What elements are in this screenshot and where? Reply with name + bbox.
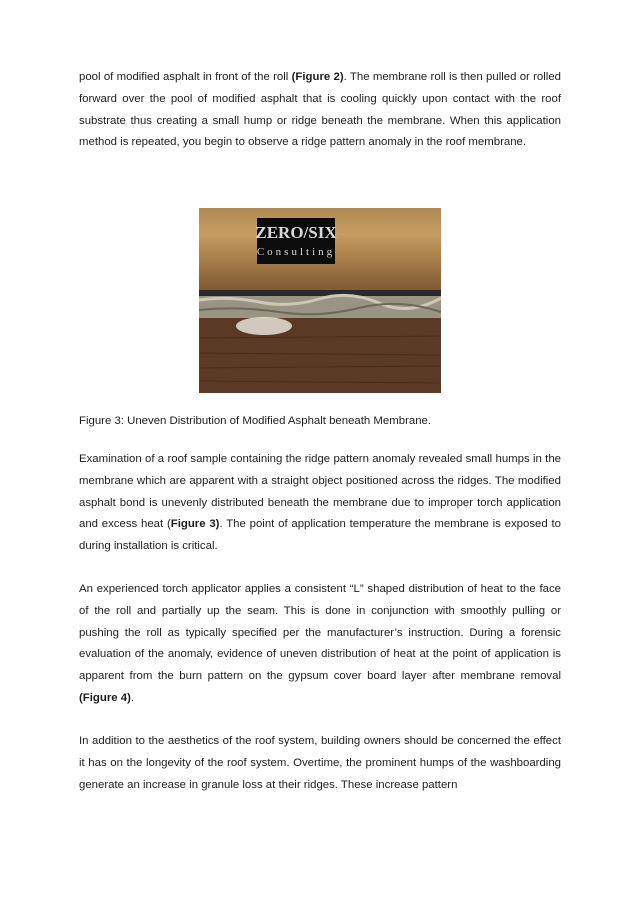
p1-text-after: . The membrane roll is then pulled or rolled forward over the pool of modified asphalt that is cooling quickly upon contact with the roof substrate thus creating a small hump or ridge beneath the membrane. When this application method is repeated, you begin to observe a ridge pattern anomaly in the roof membrane. bbox=[79, 71, 561, 149]
light-glare bbox=[236, 317, 292, 335]
paragraph-4: In addition to the aesthetics of the roof system, building owners should be concerned the effect it has on the longevity of the roof system. Overtime, the prominent humps of the washboarding generate an increase in granule loss at their ridges. These increase pattern bbox=[79, 735, 561, 791]
p4-text-before: Examination of a roof sample containing the ridge pattern anomaly revealed small humps in the membrane which are apparent with a straight object positioned across the ridges. The modified asphalt bond is unevenly distributed beneath the membrane due to improper torch application and excess heat ( bbox=[79, 453, 561, 531]
p1-text-before: pool of modified asphalt in front of the roll bbox=[79, 71, 292, 83]
figure-3-photo bbox=[199, 208, 441, 393]
p5-figure-ref: (Figure 4) bbox=[79, 691, 131, 704]
straight-edge bbox=[199, 290, 441, 296]
p4-text-after: . The point of application temperature the membrane is exposed to during installation is critical. bbox=[79, 518, 561, 553]
p5-text-after: . bbox=[130, 691, 135, 704]
figure-3-caption: Figure 3: Uneven Distribution of Modified Asphalt beneath Membrane. bbox=[79, 415, 432, 427]
paragraph-2 bbox=[79, 449, 561, 558]
paragraph-1 bbox=[79, 67, 561, 154]
membrane-sample-illustration bbox=[199, 208, 441, 393]
p1-figure-ref: (Figure 2) bbox=[291, 71, 344, 83]
p4-figure-ref: Figure 3) bbox=[170, 518, 220, 531]
logo-line-1: ZERO/SIX bbox=[255, 223, 337, 242]
logo-line-2: Consulting bbox=[256, 246, 336, 258]
paragraph-3 bbox=[79, 579, 561, 710]
p5-text-before: An experienced torch applicator applies a consistent “L” shaped distribution of heat to the face of the roll and partially up the seam. This is done in conjunction with smoothly pulling or pushing the roll as typically specified per the manufacturer’s instruction. During a forensic evaluation of the anomaly, evidence of uneven distribution of heat at the point of application is apparent from the burn pattern on the gypsum cover board layer after membrane removal bbox=[79, 583, 561, 683]
